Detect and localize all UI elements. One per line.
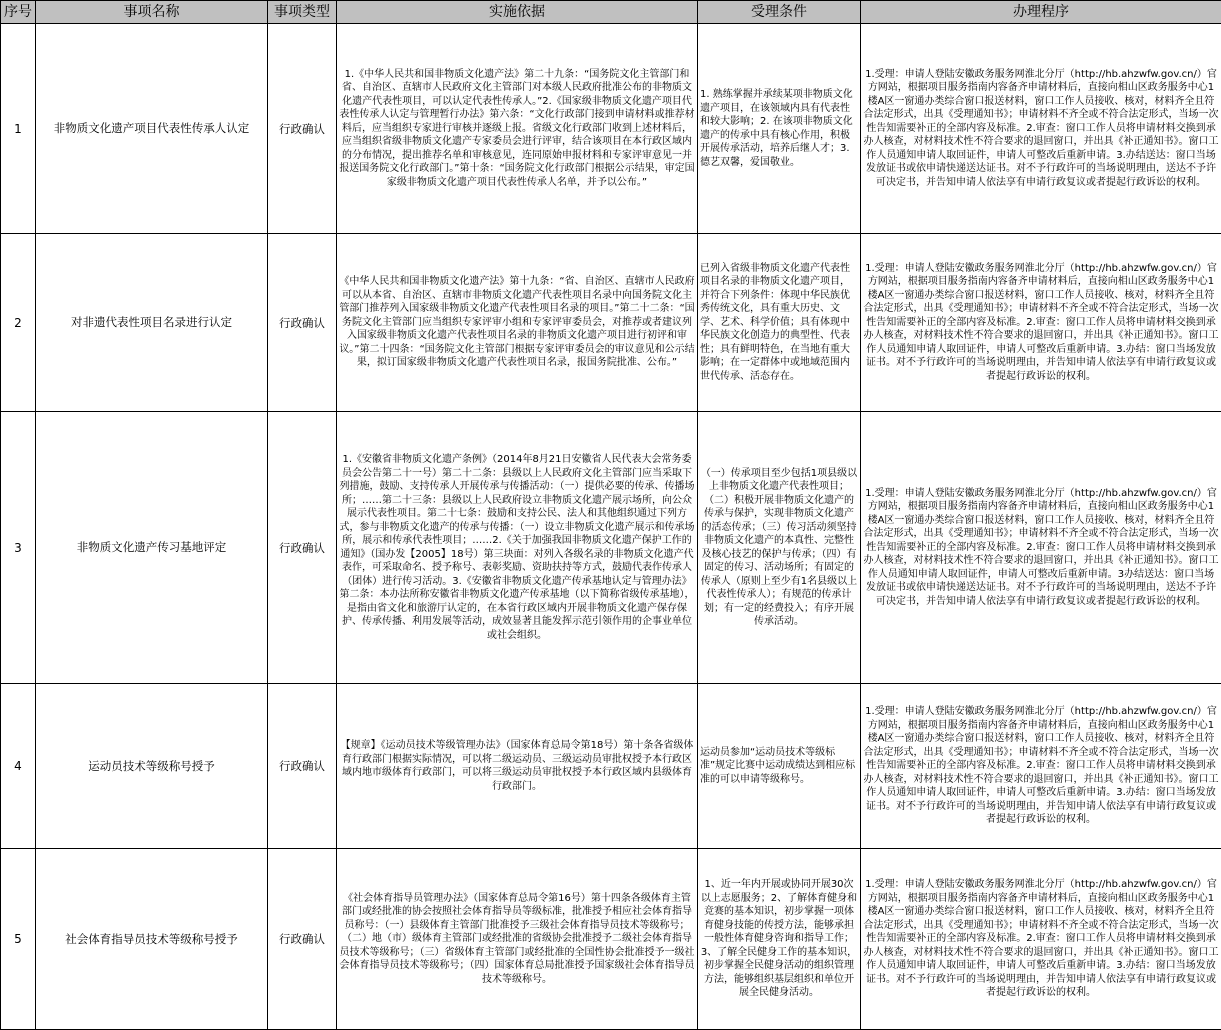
handling-procedure: 1.受理：申请人登陆安徽政务服务网淮北分厅（http://hb.ahzwfw.gov.cn/）官方网站，根据项目服务指南内容备齐申请材料后，直接向相山区政务服务中心1楼A区一窗通办类综合窗口报送材料，窗口工作人员接收、核对，材料齐全且符合法定形式，出具《受理通知书》；申请材料不齐全或不符合法定形式，当场一次性告知需要补正的全部内容及标准。2.审查：窗口工作人员将申请材料交换到承办人核查，对材料技术性不符合要求的退回窗口，并出具《补正通知书》。窗口工作人员通知申请人取回证件，申请人可整改后重新申请。3.办结：窗口当场发放证书。对不予行政许可的当场说明理由，并告知申请人依法享有申请行政复议或者提起行政诉讼的权利。	[861, 684, 1221, 849]
matter-type: 行政确认	[268, 849, 337, 1030]
acceptance-conditions: （一）传承项目至少包括1项县级以上非物质文化遗产代表性项目；（二）积极开展非物质文化遗产的传承与保护，实现非物质文化遗产的活态传承；（三）传习活动须坚持非物质文化遗产的本真性、完整性及核心技艺的保护与传承；（四）有固定的传习、活动场所；有固定的传承人（原则上至少有1名县级以上代表性传承人）；有规范的传承计划；有一定的经费投入；有序开展传承活动。	[698, 412, 861, 684]
table-row	[1, 412, 1221, 684]
acceptance-conditions: 1. 熟练掌握并承续某项非物质文化遗产项目，在该领域内具有代表性和较大影响；2. 在该项非物质文化遗产的传承中具有核心作用，积极开展传承活动，培养后继人才；3. 德艺双馨，爱国敬业。	[698, 24, 861, 234]
row-number: 5	[1, 849, 36, 1030]
row-number: 3	[1, 412, 36, 684]
matter-name: 社会体育指导员技术等级称号授予	[36, 849, 268, 1030]
acceptance-conditions: 已列入省级非物质文化遗产代表性项目名录的非物质文化遗产项目，并符合下列条件：体现中华民族优秀传统文化，具有重大历史、文学、艺术、科学价值；具有体现中华民族文化创造力的典型性、代表性；具有鲜明特色，在当地有重大影响；在一定群体中或地域范围内世代传承、活态存在。	[698, 234, 861, 412]
legal-basis: 【规章】《运动员技术等级管理办法》（国家体育总局令第18号）第十条各省级体育行政部门根据实际情况，可以将二级运动员、三级运动员审批权授予本行政区域内地市级体育行政部门，可以将三级运动员审批权授予本行政区域内县级体育行政部门。	[337, 684, 698, 849]
matter-name: 对非遗代表性项目名录进行认定	[36, 234, 268, 412]
table-header	[1, 1, 1221, 24]
row-number: 2	[1, 234, 36, 412]
legal-basis: 《中华人民共和国非物质文化遗产法》第十九条：“省、自治区、直辖市人民政府可以从本省、自治区、直辖市非物质文化遗产代表性项目名录中向国务院文化主管部门推荐列入国家级非物质文化遗产代表性项目名录的项目。”第二十二条：“国务院文化主管部门应当组织专家评审小组和专家评审委员会，对推荐或者建议列入国家级非物质文化遗产代表性项目名录的非物质文化遗产项目进行初评和审议。”第二十四条：“国务院文化主管部门根据专家评审委员会的审议意见和公示结果，拟订国家级非物质文化遗产代表性项目名录，报国务院批准、公布。”	[337, 234, 698, 412]
matter-type: 行政确认	[268, 684, 337, 849]
matter-type: 行政确认	[268, 234, 337, 412]
header-procedure: 办理程序	[861, 1, 1221, 24]
matter-name: 运动员技术等级称号授予	[36, 684, 268, 849]
acceptance-conditions: 1、近一年内开展或协同开展30次以上志愿服务；2、了解体育健身和竞赛的基本知识，初步掌握一项体育健身技能的传授方法，能够承担一般性体育健身咨询和指导工作；3、了解全民健身工作的基本知识，初步掌握全民健身活动的组织管理方法，能够组织基层组织和单位开展全民健身活动。	[698, 849, 861, 1030]
table-row	[1, 684, 1221, 849]
matter-name: 非物质文化遗产项目代表性传承人认定	[36, 24, 268, 234]
handling-procedure: 1.受理：申请人登陆安徽政务服务网淮北分厅（http://hb.ahzwfw.gov.cn/）官方网站，根据项目服务指南内容备齐申请材料后，直接向相山区政务服务中心1楼A区一窗通办类综合窗口报送材料，窗口工作人员接收、核对，材料齐全且符合法定形式，出具《受理通知书》；申请材料不齐全或不符合法定形式，当场一次性告知需要补正的全部内容及标准。2.审查：窗口工作人员将申请材料交换到承办人核查，对材料技术性不符合要求的退回窗口，并出具《补正通知书》。窗口工作人员通知申请人取回证件，申请人可整改后重新申请。3.办结：窗口当场发放证书。对不予行政许可的当场说明理由，并告知申请人依法享有申请行政复议或者提起行政诉讼的权利。	[861, 234, 1221, 412]
handling-procedure: 1.受理：申请人登陆安徽政务服务网淮北分厅（http://hb.ahzwfw.gov.cn/）官方网站，根据项目服务指南内容备齐申请材料后，直接向相山区政务服务中心1楼A区一窗通办类综合窗口报送材料，窗口工作人员接收、核对，材料齐全且符合法定形式，出具《受理通知书》；申请材料不齐全或不符合法定形式，当场一次性告知需要补正的全部内容及标准。2.审查：窗口工作人员将申请材料交换到承办人核查，对材料技术性不符合要求的退回窗口，并出具《补正通知书》。窗口工作人员通知申请人取回证件，申请人可整改后重新申请。3办结送达：窗口当场发放证书或依申请快递送达证书。对不予行政许可的当场说明理由，送达不予许可决定书，并告知申请人依法享有申请行政复议或者提起行政诉讼的权利。	[861, 412, 1221, 684]
header-row	[1, 1, 1221, 24]
matter-type: 行政确认	[268, 24, 337, 234]
legal-basis: 1.《中华人民共和国非物质文化遗产法》第二十九条：“国务院文化主管部门和省、自治区、直辖市人民政府文化主管部门对本级人民政府批准公布的非物质文化遗产代表性项目，可以认定代表性传承人。”2.《国家级非物质文化遗产项目代表性传承人认定与管理暂行办法》第六条：“文化行政部门接到申请材料或推荐材料后，应当组织专家进行审核并逐级上报。省级文化行政部门收到上述材料后，应当组织省级非物质文化遗产专家委员会进行评审，结合该项目在本行政区域内的分布情况，提出推荐名单和审核意见，连同原始申报材料和专家评审意见一并报送国务院文化行政部门。”第十条：“国务院文化行政部门根据公示结果，审定国家级非物质文化遗产项目代表性传承人名单，并予以公布。”	[337, 24, 698, 234]
table-body	[1, 24, 1221, 1030]
table-row	[1, 24, 1221, 234]
legal-basis: 1.《安徽省非物质文化遗产条例》（2014年8月21日安徽省人民代表大会常务委员会公告第二十一号）第二十二条：县级以上人民政府文化主管部门应当采取下列措施，鼓励、支持传承人开展传承与传播活动：（一）提供必要的传承、传播场所；……第二十三条：县级以上人民政府设立非物质文化遗产展示场所，向公众展示代表性项目。第二十七条：鼓励和支持公民、法人和其他组织通过下列方式，参与非物质文化遗产的传承与传播：（一）设立非物质文化遗产展示和传承场所，展示和传承代表性项目；……2.《关于加强我国非物质文化遗产保护工作的通知》（国办发【2005】18号）第三块面：对列入各级名录的非物质文化遗产代表作，可采取命名、授予称号、表彰奖励、资助扶持等方式，鼓励代表作传承人（团体）进行传习活动。3.《安徽省非物质文化遗产传承基地认定与管理办法》第二条：本办法所称安徽省非物质文化遗产传承基地（以下简称省级传承基地），是指由省文化和旅游厅认定的，在本省行政区域内开展非物质文化遗产保存保护、传承传播、利用发展等活动，成效显著且能发挥示范引领作用的企事业单位或社会组织。	[337, 412, 698, 684]
matter-type: 行政确认	[268, 412, 337, 684]
handling-procedure: 1.受理：申请人登陆安徽政务服务网淮北分厅（http://hb.ahzwfw.gov.cn/）官方网站，根据项目服务指南内容备齐申请材料后，直接向相山区政务服务中心1楼A区一窗通办类综合窗口报送材料，窗口工作人员接收、核对，材料齐全且符合法定形式，出具《受理通知书》；申请材料不齐全或不符合法定形式，当场一次性告知需要补正的全部内容及标准。2.审查：窗口工作人员将申请材料交换到承办人核查，对材料技术性不符合要求的退回窗口，并出具《补正通知书》。窗口工作人员通知申请人取回证件，申请人可整改后重新申请。3.办结送达：窗口当场发放证书或依申请快递送达证书。对不予行政许可的当场说明理由，送达不予许可决定书，并告知申请人依法享有申请行政复议或者提起行政诉讼的权利。	[861, 24, 1221, 234]
header-no: 序号	[1, 1, 36, 24]
table-row	[1, 234, 1221, 412]
header-basis: 实施依据	[337, 1, 698, 24]
header-conditions: 受理条件	[698, 1, 861, 24]
row-number: 1	[1, 24, 36, 234]
handling-procedure: 1.受理：申请人登陆安徽政务服务网淮北分厅（http://hb.ahzwfw.gov.cn/）官方网站，根据项目服务指南内容备齐申请材料后，直接向相山区政务服务中心1楼A区一窗通办类综合窗口报送材料，窗口工作人员接收、核对，材料齐全且符合法定形式，出具《受理通知书》；申请材料不齐全或不符合法定形式，当场一次性告知需要补正的全部内容及标准。2.审查：窗口工作人员将申请材料交换到承办人核查，对材料技术性不符合要求的退回窗口，并出具《补正通知书》。窗口工作人员通知申请人取回证件，申请人可整改后重新申请。3.办结：窗口当场发放证书。对不予行政许可的当场说明理由，并告知申请人依法享有申请行政复议或者提起行政诉讼的权利。	[861, 849, 1221, 1030]
header-type: 事项类型	[268, 1, 337, 24]
matter-name: 非物质文化遗产传习基地评定	[36, 412, 268, 684]
acceptance-conditions: 运动员参加“运动员技术等级标准”规定比赛中运动成绩达到相应标准的可以申请等级称号。	[698, 684, 861, 849]
row-number: 4	[1, 684, 36, 849]
table-row	[1, 849, 1221, 1030]
legal-basis: 《社会体育指导员管理办法》（国家体育总局令第16号）第十四条各级体育主管部门或经批准的协会按照社会体育指导员等级标准，批准授予相应社会体育指导员称号：（一）县级体育主管部门批准授予三级社会体育指导员技术等级称号；（二）地（市）级体育主管部门或经批准的省级协会批准授予二级社会体育指导员技术等级称号；（三）省级体育主管部门或经批准的全国性协会批准授予一级社会体育指导员技术等级称号；（四）国家体育总局批准授予国家级社会体育指导员技术等级称号。	[337, 849, 698, 1030]
header-name: 事项名称	[36, 1, 268, 24]
